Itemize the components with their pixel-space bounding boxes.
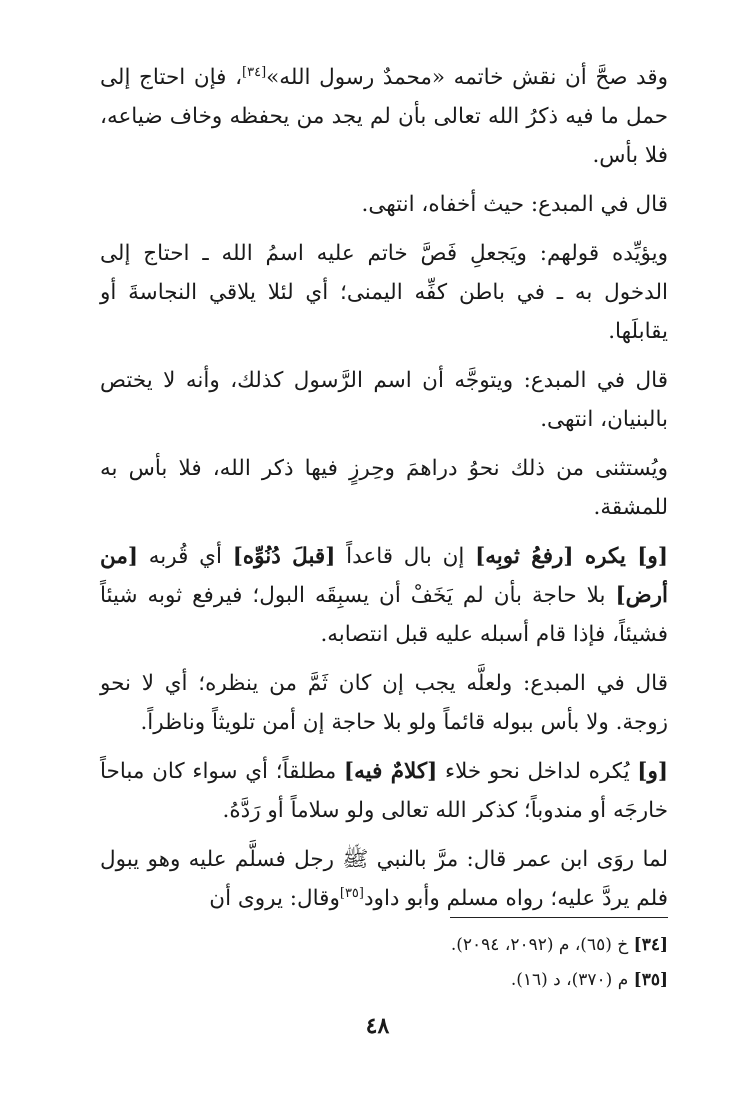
footnote-text: خ (٦٥)، م (٢٠٩٢، ٢٠٩٤). <box>450 935 634 955</box>
footnote-reference: [٣٤] <box>242 64 267 80</box>
footnote-number: [٣٤] <box>633 935 668 955</box>
bold-text: [قبلَ دُنُوِّه] <box>232 544 336 569</box>
bold-text: [من أرض] <box>100 544 668 608</box>
paragraph <box>100 185 668 224</box>
text-segment: قال في المبدع: ولعلَّه يجب إن كان ثَمَّ من ينظره؛ أي لا نحو زوجة. ولا بأس ببوله قائماً ولو بلا حاجة إن أمن تلويثاً وناظراً. <box>100 671 668 735</box>
text-segment: ويُستثنى من ذلك نحوُ دراهمَ وحِرزٍ فيها ذكر الله، فلا بأس به للمشقة. <box>100 456 668 520</box>
text-segment: بلا حاجة بأن لم يَخَفْ أن يسبِقَه البول؛ فيرفع ثوبه شيئاً فشيئاً، فإذا قام أسبله عليه قبل انتصابه. <box>100 583 668 647</box>
bold-text: [و] <box>637 759 668 784</box>
text-segment: ، فإن احتاج إلى حمل ما فيه ذكرُ الله تعالى بأن لم يجد من يحفظه وخاف ضياعه، فلا بأس. <box>100 65 668 168</box>
paragraph <box>100 752 668 830</box>
bold-text: [كلامٌ فيه] <box>343 759 438 784</box>
paragraph <box>100 449 668 527</box>
footnote-item <box>100 928 668 963</box>
paragraph <box>100 234 668 351</box>
footnote-divider <box>450 917 668 918</box>
footnotes <box>100 928 668 998</box>
text-segment: وقال: يروى أن <box>209 886 340 911</box>
text-segment: أي قُربه <box>138 544 233 569</box>
text-segment: يُكره لداخل نحو خلاء <box>437 759 638 784</box>
text-segment: قال في المبدع: حيث أخفاه، انتهى. <box>361 192 668 217</box>
text-segment: إن بال قاعداً <box>335 544 476 569</box>
text-segment: وقد صحَّ أن نقش خاتمه «محمدٌ رسول الله» <box>266 65 669 90</box>
paragraph <box>100 361 668 439</box>
footnote-reference: [٣٥] <box>339 885 364 901</box>
paragraph <box>100 840 668 918</box>
page-number: ٤٨ <box>365 1013 390 1039</box>
text-segment: لما روَى ابن عمر قال: مرَّ بالنبي ﷺ رجل فسلَّم عليه وهو يبول فلم يردَّ عليه؛ رواه مسلم وأبو داود <box>100 847 668 911</box>
bold-text: [و] يكره <box>573 544 668 569</box>
paragraph <box>100 537 668 654</box>
footnote-text: م (٣٧٠)، د (١٦). <box>510 970 634 990</box>
bold-text: [رفعُ ثوبِه] <box>475 544 574 569</box>
footnote-item <box>100 963 668 998</box>
text-segment: مطلقاً؛ أي سواء كان مباحاً خارجَه أو مندوباً؛ كذكر الله تعالى ولو سلاماً أو رَدَّهُ. <box>100 759 668 823</box>
paragraph <box>100 664 668 742</box>
text-segment: ويؤيِّده قولهم: ويَجعلِ فَصَّ خاتم عليه اسمُ الله ـ احتاج إلى الدخول به ـ في باطن كفِّه اليمنى؛ أي لئلا يلاقي النجاسةَ أو يقابلَها. <box>100 241 668 344</box>
main-text <box>100 58 668 928</box>
footnote-number: [٣٥] <box>633 970 668 990</box>
paragraph <box>100 58 668 175</box>
text-segment: قال في المبدع: ويتوجَّه أن اسم الرَّسول كذلك، وأنه لا يختص بالبنيان، انتهى. <box>100 368 668 432</box>
